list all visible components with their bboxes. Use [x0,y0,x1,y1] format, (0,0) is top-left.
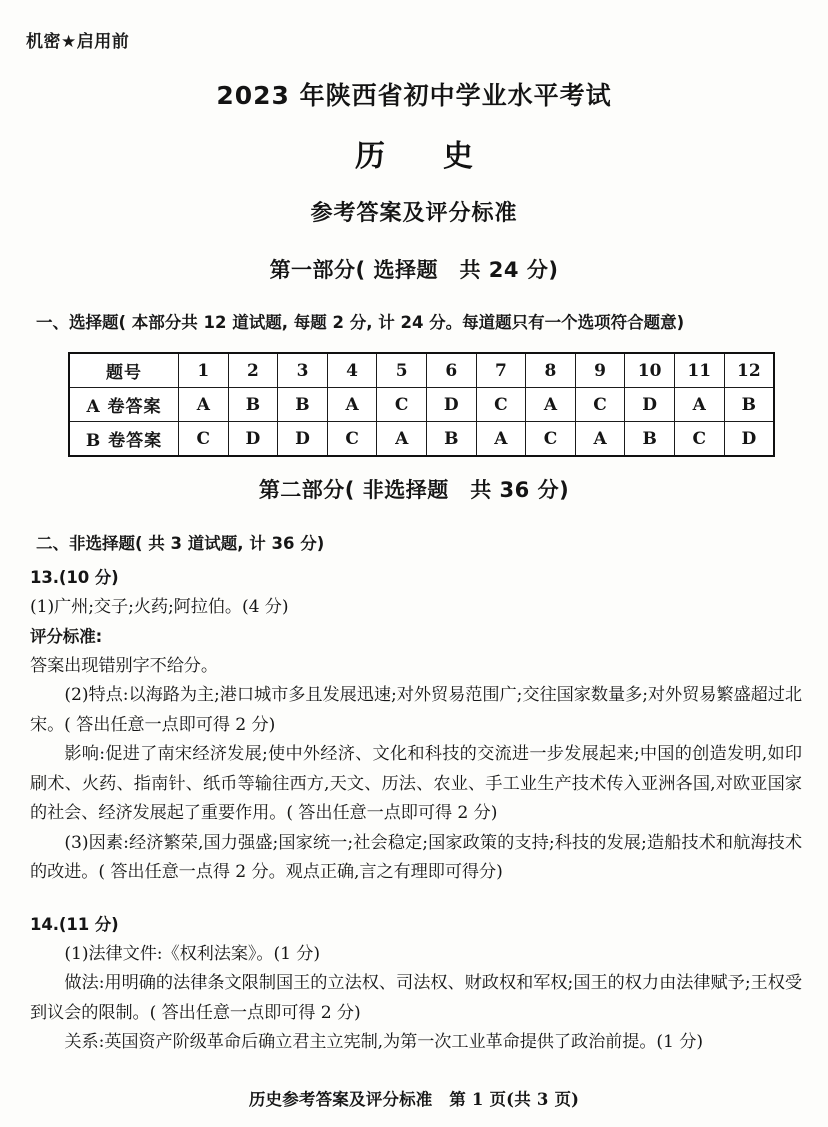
page-footer: 历史参考答案及评分标准 第 1 页(共 3 页) [248,1090,580,1109]
confidential-notice: 机密★启用前 [26,32,130,52]
question-14-answer-1-practice: 做法:用明确的法律条文限制国王的立法权、司法权、财政权和军权;国王的权力由法律赋予;王权受到议会的限制。( 答出任意一点即可得 2 分) [30,973,802,1023]
question-number-cell: 5 [377,353,427,388]
answer-cell-a: D [625,388,675,422]
subject-title: 历 史 [355,139,487,174]
question-number-cell: 9 [575,353,625,388]
question-13-answer-3-factors: (3)因素:经济繁荣,国力强盛;国家统一;社会稳定;国家政策的支持;科技的发展;造船技术和航海技术的改进。( 答出任意一点得 2 分。观点正确,言之有理即可得分) [30,832,802,882]
answer-cell-b: A [377,422,427,457]
row-label-question-number: 题号 [69,353,179,388]
answer-cell-b: D [724,422,774,457]
row-label-paper-b: B 卷答案 [69,422,179,457]
answer-cell-a: D [426,388,476,422]
answer-cell-b: B [625,422,675,457]
question-13-answer-2-features: (2)特点:以海路为主;港口城市多且发展迅速;对外贸易范围广;交往国家数量多;对外贸易繁盛超过北宋。( 答出任意一点即可得 2 分) [30,685,802,735]
question-13-block [30,563,802,888]
question-number-cell: 6 [426,353,476,388]
question-number-cell: 7 [476,353,526,388]
question-number-cell: 8 [526,353,576,388]
row-label-paper-a: A 卷答案 [69,388,179,422]
question-number-cell: 12 [724,353,774,388]
answer-cell-b: C [179,422,229,457]
table-row [69,353,774,388]
answer-cell-a: B [228,388,278,422]
question-number-cell: 3 [278,353,328,388]
answer-cell-b: D [278,422,328,457]
question-14-number: 14.(11 分) [30,915,119,934]
question-number-cell: 4 [327,353,377,388]
answer-cell-a: A [674,388,724,422]
question-number-cell: 10 [625,353,675,388]
exam-title: 2023 年陕西省初中学业水平考试 [216,81,612,110]
question-14-answer-1-document: (1)法律文件:《权利法案》。(1 分) [64,943,320,964]
answer-cell-a: C [575,388,625,422]
question-number-cell: 1 [179,353,229,388]
answer-key-table [68,352,775,457]
answer-cell-b: A [476,422,526,457]
question-13-scoring-note: 答案出现错别字不给分。 [30,655,218,676]
question-number-cell: 11 [674,353,724,388]
answer-cell-a: C [476,388,526,422]
answer-cell-b: C [526,422,576,457]
non-choice-group-heading: 二、非选择题( 共 3 道试题, 计 36 分) [36,534,325,553]
answer-cell-a: A [526,388,576,422]
answer-cell-a: C [377,388,427,422]
table-row [69,422,774,457]
answer-cell-a: A [179,388,229,422]
question-14-block [30,910,802,1058]
answer-cell-a: A [327,388,377,422]
question-13-number: 13.(10 分) [30,568,119,587]
document-subtitle: 参考答案及评分标准 [310,201,518,226]
answer-cell-a: B [278,388,328,422]
question-13-scoring-label: 评分标准: [30,627,103,646]
part-one-heading: 第一部分( 选择题 共 24 分) [269,258,559,282]
question-13-answer-2-impact: 影响:促进了南宋经济发展;使中外经济、文化和科技的交流进一步发展起来;中国的创造发明,如印刷术、火药、指南针、纸币等输往西方,天文、历法、农业、手工业生产技术传入亚洲各国,对欧亚国家的社会、经济发展起了重要作用。( 答出任意一点即可得 2 分) [30,744,802,823]
answer-cell-b: C [674,422,724,457]
answer-key-table-wrap [68,352,760,457]
answer-cell-b: A [575,422,625,457]
answer-cell-b: D [228,422,278,457]
answer-cell-b: B [426,422,476,457]
answer-cell-a: B [724,388,774,422]
multiple-choice-group-heading: 一、选择题( 本部分共 12 道试题, 每题 2 分, 计 24 分。每道题只有一个选项符合题意) [36,313,685,332]
question-13-answer-1: (1)广州;交子;火药;阿拉伯。(4 分) [30,596,289,617]
part-two-heading: 第二部分( 非选择题 共 36 分) [258,478,570,502]
answer-cell-b: C [327,422,377,457]
question-14-answer-1-relation: 关系:英国资产阶级革命后确立君主立宪制,为第一次工业革命提供了政治前提。(1 分) [64,1032,703,1052]
table-row [69,388,774,422]
question-number-cell: 2 [228,353,278,388]
